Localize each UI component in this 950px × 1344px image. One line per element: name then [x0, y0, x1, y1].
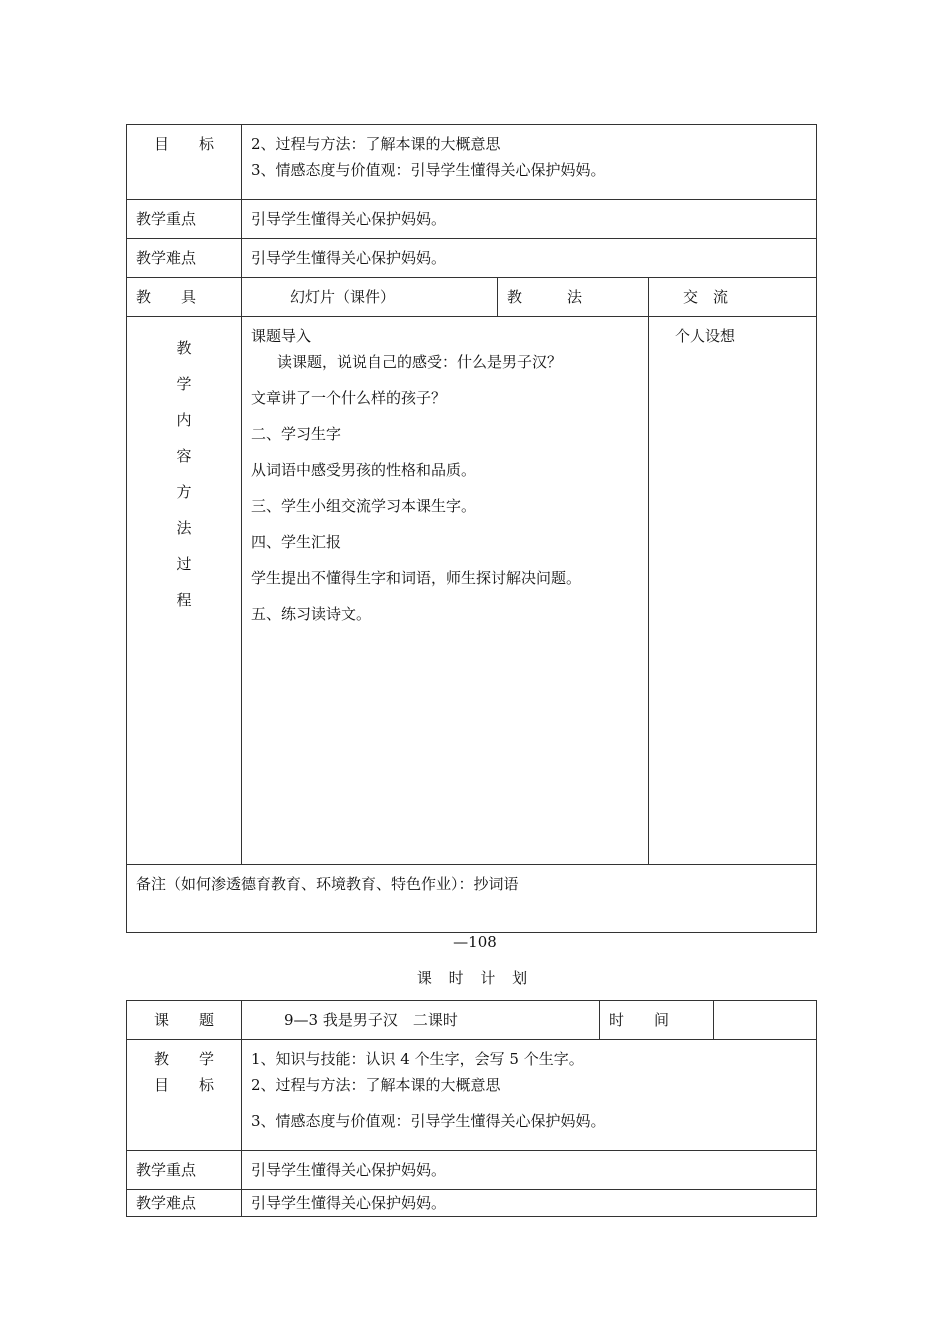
process-label-char: 法 — [176, 519, 192, 537]
topic-value: 9—3 我是男子汉 二课时 — [284, 1011, 458, 1029]
difficulty-label: 教学难点 — [136, 249, 197, 267]
process-label-char: 容 — [176, 447, 192, 465]
goal-label: 目 标 — [153, 135, 214, 153]
method-value: 交 流 — [683, 288, 729, 306]
key-value-cell — [242, 200, 817, 239]
goal-line: 3、情感态度与价值观：引导学生懂得关心保护妈妈。 — [251, 1112, 606, 1130]
process-label-char: 学 — [176, 375, 192, 393]
goal-label: 教 学 — [153, 1050, 214, 1068]
process-label — [127, 317, 241, 623]
process-line: 四、学生汇报 — [251, 533, 342, 551]
remark-cell — [127, 865, 817, 933]
goal-label: 目 标 — [153, 1076, 214, 1094]
key-label: 教学重点 — [136, 210, 197, 228]
key-value: 引导学生懂得关心保护妈妈。 — [251, 1161, 447, 1179]
topic-label: 课 题 — [153, 1011, 214, 1029]
tools-label: 教 具 — [136, 288, 197, 306]
goal-label-cell — [127, 125, 242, 200]
key-value-cell — [242, 1151, 817, 1190]
process-label-char: 内 — [176, 411, 192, 429]
time-label: 时 间 — [609, 1011, 670, 1029]
personal-label: 个人设想 — [675, 327, 736, 345]
process-label-char: 教 — [176, 339, 192, 357]
method-label: 教 法 — [507, 288, 583, 306]
key-value: 引导学生懂得关心保护妈妈。 — [251, 210, 447, 228]
process-label-char: 方 — [176, 483, 192, 501]
personal-cell — [649, 317, 817, 865]
page-number: —108 — [453, 933, 497, 951]
goal-content-cell — [242, 125, 817, 200]
goal-line: 2、过程与方法：了解本课的大概意思 — [251, 1076, 501, 1094]
lesson-table-2 — [126, 1000, 817, 1217]
process-label-char: 过 — [176, 555, 192, 573]
remark: 备注（如何渗透德育教育、环境教育、特色作业）：抄词语 — [136, 875, 519, 893]
difficulty-value-cell — [242, 239, 817, 278]
process-content-cell — [242, 317, 649, 865]
time-label-cell — [600, 1001, 714, 1040]
topic-value-cell — [242, 1001, 600, 1040]
lesson-table-1 — [126, 124, 817, 933]
key-label-cell — [127, 200, 242, 239]
process-line: 文章讲了一个什么样的孩子？ — [251, 389, 447, 407]
time-value — [723, 1007, 807, 1033]
tools-value-cell — [242, 278, 498, 317]
topic-label-cell — [127, 1001, 242, 1040]
process-line: 二、学习生字 — [251, 425, 342, 443]
tools-label-cell — [127, 278, 242, 317]
process-line: 学生提出不懂得生字和词语，师生探讨解决问题。 — [251, 569, 582, 587]
key-label: 教学重点 — [136, 1161, 197, 1179]
process-line: 三、学生小组交流学习本课生字。 — [251, 497, 477, 515]
difficulty-value: 引导学生懂得关心保护妈妈。 — [251, 249, 447, 267]
process-line: 课题导入 — [251, 327, 312, 345]
goal-label-cell — [127, 1040, 242, 1151]
plan-title: 课 时 计 划 — [416, 969, 534, 987]
process-label-cell — [127, 317, 242, 865]
difficulty-value-cell — [242, 1190, 817, 1217]
method-value-cell — [649, 278, 817, 317]
process-line: 从词语中感受男孩的性格和品质。 — [251, 461, 477, 479]
method-label-cell — [498, 278, 649, 317]
time-value-cell — [714, 1001, 817, 1040]
process-line: 五、练习读诗文。 — [251, 605, 372, 623]
key-label-cell — [127, 1151, 242, 1190]
goal-content-cell — [242, 1040, 817, 1151]
difficulty-value: 引导学生懂得关心保护妈妈。 — [251, 1194, 447, 1212]
process-label-char: 程 — [176, 591, 192, 609]
goal-line: 3、情感态度与价值观：引导学生懂得关心保护妈妈。 — [251, 161, 606, 179]
process-line: 读课题，说说自己的感受：什么是男子汉？ — [277, 353, 563, 371]
difficulty-label-cell — [127, 239, 242, 278]
difficulty-label-cell — [127, 1190, 242, 1217]
tools-value: 幻灯片（课件） — [290, 288, 396, 306]
goal-line: 1、知识与技能：认识 4 个生字，会写 5 个生字。 — [251, 1050, 584, 1068]
goal-line: 2、过程与方法：了解本课的大概意思 — [251, 135, 501, 153]
difficulty-label: 教学难点 — [136, 1194, 197, 1212]
